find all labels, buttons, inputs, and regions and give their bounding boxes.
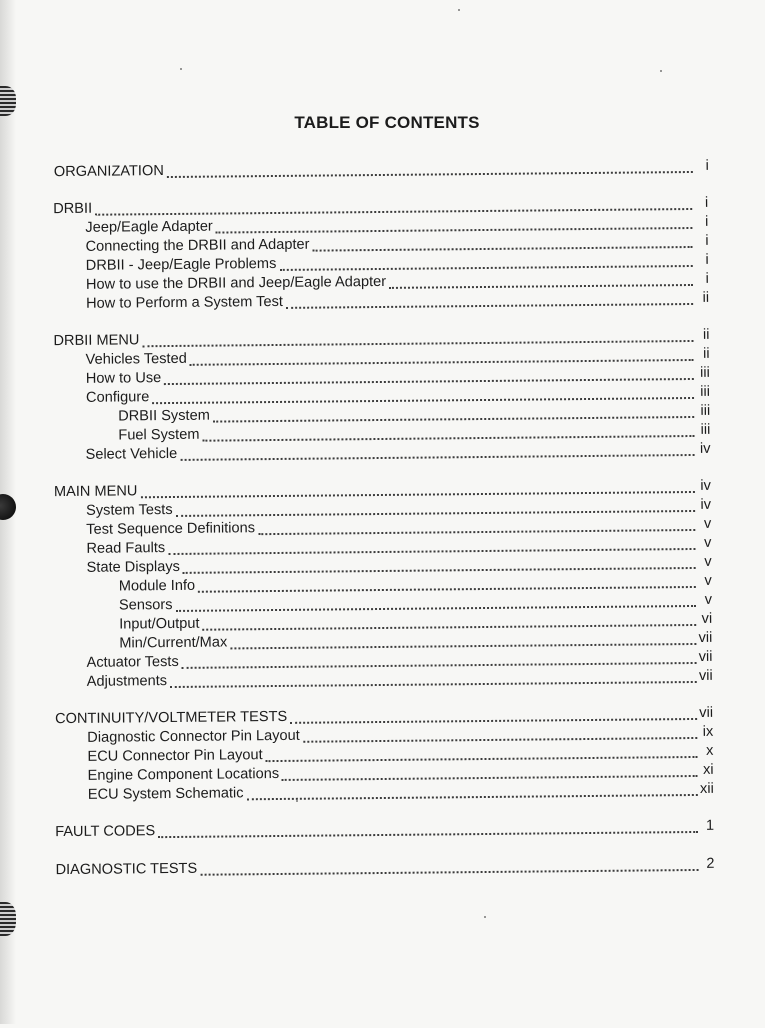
toc-entry-page: ii: [702, 289, 710, 306]
dot-leader: [158, 830, 698, 838]
toc-entry-page: ix: [702, 723, 714, 740]
toc-entry-label: Read Faults: [86, 540, 166, 557]
toc-entry-page: i: [705, 251, 709, 268]
toc-entry-page: iii: [699, 364, 710, 381]
toc-entry-label: DRBII: [53, 200, 93, 218]
toc-entry: [55, 817, 714, 842]
toc-entry-page: i: [705, 213, 709, 230]
dot-leader: [286, 302, 693, 309]
dot-leader: [389, 283, 693, 289]
toc-entry: [55, 855, 714, 880]
toc-entry-page: vii: [698, 629, 713, 646]
toc-entry-page: 1: [705, 817, 715, 834]
toc-entry-label: Test Sequence Definitions: [86, 520, 256, 538]
toc-entry-page: 2: [706, 855, 715, 872]
toc-entry-label: Input/Output: [119, 615, 200, 633]
toc-entry-page: iv: [699, 440, 711, 457]
dot-leader: [167, 170, 693, 178]
toc-entry-label: Vehicles Tested: [85, 350, 187, 368]
toc-entry-page: v: [704, 591, 713, 608]
toc-entry-label: System Tests: [86, 501, 173, 519]
dot-leader: [170, 680, 697, 688]
toc-entry-page: i: [705, 232, 709, 249]
toc-entry-page: vii: [699, 704, 714, 721]
toc-entry-label: Fuel System: [118, 426, 200, 444]
page-title: TABLE OF CONTENTS: [294, 113, 480, 132]
toc-entry-page: vii: [698, 667, 713, 684]
toc-entry-label: ECU System Schematic: [87, 785, 244, 803]
toc-entry-label: ORGANIZATION: [53, 163, 164, 181]
toc-entry-page: ii: [703, 345, 710, 362]
toc-entry-page: vi: [701, 610, 713, 627]
toc-entry-label: Engine Component Locations: [87, 765, 280, 784]
toc-entry-label: CONTINUITY/VOLTMETER TESTS: [55, 708, 288, 728]
toc-entry-page: xi: [702, 761, 714, 778]
toc-entry-page: i: [705, 157, 709, 174]
toc-entry-label: State Displays: [86, 558, 180, 576]
toc-entry-label: Diagnostic Connector Pin Layout: [87, 727, 300, 746]
toc-entry-label: DRBII MENU: [53, 332, 140, 350]
dot-leader: [180, 453, 694, 461]
dot-leader: [200, 868, 698, 876]
toc-entry-page: ii: [702, 326, 710, 343]
toc-entry-page: v: [704, 553, 712, 570]
toc-entry-page: iv: [700, 477, 711, 494]
toc-entry-label: Configure: [85, 389, 150, 406]
toc-entry-label: How to Use: [85, 370, 162, 387]
toc-entry-label: Connecting the DRBII and Adapter: [85, 236, 310, 255]
toc-entry-label: Jeep/Eagle Adapter: [85, 218, 213, 236]
toc-entry-label: How to use the DRBII and Jeep/Eagle Adapter: [85, 273, 387, 293]
toc-entry-label: DRBII System: [118, 407, 210, 425]
toc-entry-page: v: [703, 515, 712, 532]
toc-entry-page: v: [704, 572, 712, 589]
toc-entry-label: Actuator Tests: [86, 653, 179, 671]
toc-entry-page: i: [704, 194, 709, 211]
toc-entry-label: DIAGNOSTIC TESTS: [55, 860, 198, 879]
toc-entry-page: x: [706, 742, 714, 759]
toc-entry-label: FAULT CODES: [55, 823, 156, 841]
toc-entry-label: MAIN MENU: [53, 483, 138, 501]
toc-entry-page: iii: [700, 402, 711, 419]
toc-entry-page: iv: [700, 496, 712, 513]
toc-entry-page: iii: [700, 383, 711, 400]
toc-entry-page: iii: [700, 421, 711, 438]
toc-entry: [54, 157, 709, 182]
dot-leader: [247, 793, 698, 800]
toc-entry-label: How to Perform a System Test: [86, 293, 283, 312]
toc-entry-page: i: [705, 270, 709, 287]
toc-entry-page: vii: [698, 648, 713, 665]
toc-entry-page: v: [704, 534, 712, 551]
toc-entry-label: Sensors: [118, 596, 173, 614]
toc-entry-label: Select Vehicle: [85, 445, 178, 463]
toc-entry-label: Module Info: [118, 577, 196, 595]
toc-entry-label: ECU Connector Pin Layout: [87, 747, 263, 765]
toc-entry-label: Min/Current/Max: [119, 634, 228, 652]
toc-entry-label: DRBII - Jeep/Eagle Problems: [85, 255, 277, 274]
toc-entry-page: xii: [699, 780, 714, 797]
toc-entry-label: Adjustments: [86, 673, 168, 690]
